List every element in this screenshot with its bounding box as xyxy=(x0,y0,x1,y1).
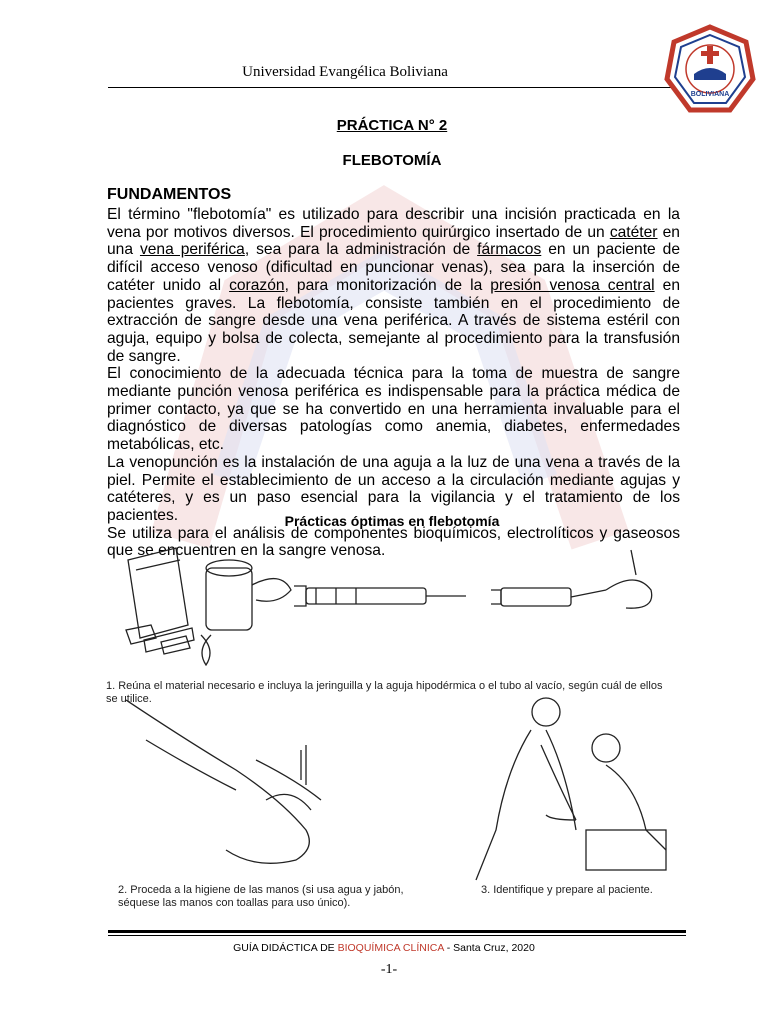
page-number: -1- xyxy=(380,962,398,977)
patient-preparation-drawing xyxy=(476,698,666,880)
figure-caption-step-3: 3. Identifique y prepare al paciente. xyxy=(481,884,653,896)
phlebotomy-illustration xyxy=(106,530,688,920)
paragraph-4: Se utiliza para el análisis de componentes bioquímicos, electrolíticos y gaseosos que se encuentren en la sangre venosa. xyxy=(107,524,680,560)
footer-thin-divider xyxy=(108,935,686,936)
footer-thick-divider xyxy=(108,930,686,933)
link-corazon[interactable]: corazón xyxy=(229,276,285,294)
practice-title: PRÁCTICA N° 2 xyxy=(336,117,448,134)
footer-text: GUÍA DIDÁCTICA DE BIOQUÍMICA CLÍNICA - Santa Cruz, 2020 xyxy=(233,942,535,954)
section-heading: FUNDAMENTOS xyxy=(107,186,232,203)
institution-name: Universidad Evangélica Boliviana xyxy=(242,64,448,80)
figure-caption-step-1: 1. Reúna el material necesario e incluya la jeringuilla y la aguja hipodérmica o el tubo al vacío, según cuál de ellos se utilice. xyxy=(106,680,663,705)
link-cateter[interactable]: catéter xyxy=(609,223,658,241)
hand-washing-drawing xyxy=(126,700,321,863)
vacuum-tube-holder-drawing xyxy=(491,550,652,608)
topic-title: FLEBOTOMÍA xyxy=(342,152,442,169)
supplies-drawing xyxy=(126,548,291,665)
figure-title: Prácticas óptimas en flebotomía xyxy=(284,513,500,529)
paragraph-2: El conocimiento de la adecuada técnica para la toma de muestra de sangre mediante punción venosa periférica es indispensable para la práctica médica de primer contacto, ya que se ha convertido en una herramienta invaluable para el diagnóstico de diversas patologías como anemia, diabetes, enfermedades metabólicas, etc. xyxy=(107,365,680,454)
header-divider xyxy=(108,87,686,88)
footer-subject: BIOQUÍMICA CLÍNICA xyxy=(337,942,444,954)
syringe-drawing xyxy=(294,586,466,606)
svg-text:BOLIVIANA: BOLIVIANA xyxy=(690,91,730,98)
figure-caption-step-2: 2. Proceda a la higiene de las manos (si usa agua y jabón, séquese las manos con toallas para uso único). xyxy=(118,884,404,909)
paragraph-3: La venopunción es la instalación de una aguja a la luz de una vena a través de la piel. Permite el establecimiento de un acceso a la circulación mediante agujas y catéteres, y es un paso esencial para la vigilancia y el tratamiento de los pacientes. xyxy=(107,453,680,524)
paragraph-1: El término "flebotomía" es utilizado para describir una incisión practicada en la vena por motivos diversos. El procedimiento quirúrgico insertado de un catéter en una vena periférica, sea para la administración de fármacos en un paciente de difícil acceso venoso (dificultad en puncionar venas), sea para la inserción de catéter unido al corazón, para monitorización de la presión venosa central en pacientes graves. La flebotomía, consiste también en el procedimiento de extracción de sangre desde una vena periférica. A través de sistema estéril con aguja, equipo y bolsa de colecta, semejante al procedimiento para la transfusión de sangre. xyxy=(107,206,680,365)
link-farmacos[interactable]: fármacos xyxy=(477,241,542,259)
body-text xyxy=(107,206,680,560)
university-logo xyxy=(664,24,756,116)
link-vena-periferica[interactable]: vena periférica xyxy=(139,241,245,259)
link-presion-venosa-central[interactable]: presión venosa central xyxy=(490,276,655,294)
